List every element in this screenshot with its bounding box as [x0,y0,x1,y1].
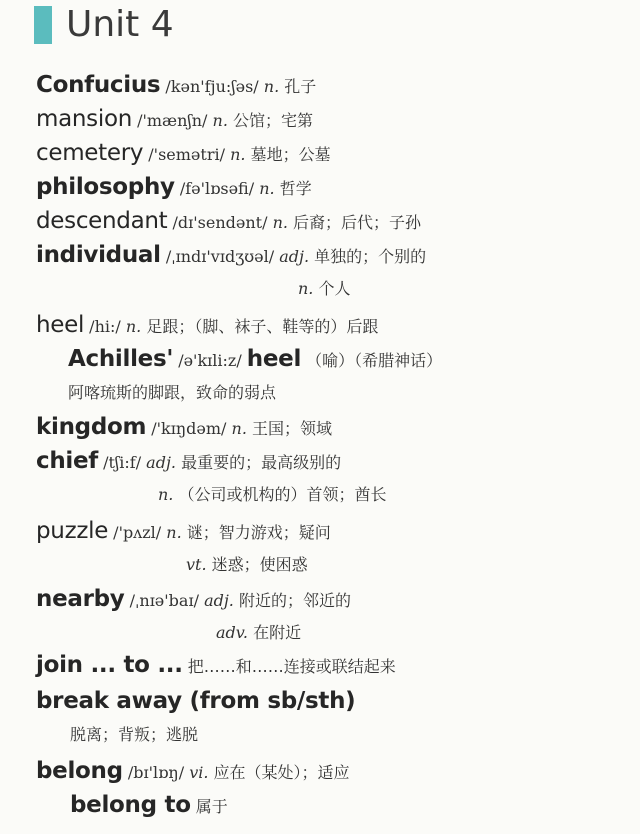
meaning: 附近的；邻近的 [238,591,351,610]
meaning: 墓地；公墓 [250,145,331,164]
phonetic: /dɪ'sendənt/ [172,213,268,232]
phonetic: /'kɪŋdəm/ [151,419,227,438]
vocab-entry-puzzle [36,514,331,582]
meaning-2: 个人 [318,279,351,298]
phonetic: /fə'lɒsəfi/ [179,179,255,198]
unit-title: Unit 4 [66,4,174,45]
headword: individual [36,242,161,268]
vocab-entry-join-to [36,648,396,682]
meaning: 孔子 [284,77,317,96]
vocab-entry-break-away [36,684,355,752]
headword: join ... to ... [36,652,183,678]
headword: kingdom [36,414,147,440]
part-of-speech: n. [212,111,228,130]
vocab-entry-descendant [36,204,421,238]
phonetic: /tʃi:f/ [103,453,142,472]
phrase-headword-2: heel [246,346,302,372]
part-of-speech-2: adv. [216,623,249,642]
meaning: 哲学 [279,179,312,198]
phonetic: /bɪ'lɒŋ/ [127,763,185,782]
part-of-speech: n. [166,523,182,542]
headword: descendant [36,208,168,234]
meaning: 足跟；（脚、袜子、鞋等的）后跟 [146,317,379,336]
part-of-speech: adj. [204,591,234,610]
part-of-speech-2: n. [158,485,174,504]
part-of-speech: adj. [146,453,176,472]
phrase-meaning: 阿喀琉斯的脚跟，致命的弱点 [68,383,277,402]
part-of-speech-2: n. [298,279,314,298]
phonetic: /kən'fju:ʃəs/ [165,77,259,96]
meaning: 王国；领域 [252,419,333,438]
vocab-entry-chief [36,444,387,512]
meaning: 最重要的；最高级别的 [181,453,342,472]
headword: mansion [36,106,132,132]
headword: Confucius [36,72,161,98]
headword: heel [36,312,85,338]
meaning-2: 在附近 [253,623,302,642]
phrase-note: （喻）（希腊神话） [306,351,443,370]
headword: cemetery [36,140,144,166]
meaning: 应在（某处）；适应 [213,763,350,782]
unit-color-bar [34,6,52,44]
vocab-entry-philosophy [36,170,312,204]
phonetic: /ˌnɪə'baɪ/ [129,591,199,610]
meaning: 谜；智力游戏；疑问 [186,523,331,542]
phonetic: /'mænʃn/ [137,111,208,130]
part-of-speech-2: vt. [186,555,207,574]
vocab-entry-mansion [36,102,313,136]
phrase-headword: belong to [70,792,191,818]
part-of-speech: adj. [279,247,310,266]
meaning: 后裔；后代；子孙 [293,213,422,232]
vocab-entry-confucius [36,68,316,102]
vocab-entry-nearby [36,582,351,650]
headword: philosophy [36,174,175,200]
meaning: 把……和……连接或联结起来 [187,657,396,676]
vocab-entry-cemetery [36,136,331,170]
headword: chief [36,448,98,474]
phonetic: /'pʌzl/ [113,523,162,542]
meaning-2: （公司或机构的）首领；酋长 [178,485,387,504]
headword: nearby [36,586,125,612]
part-of-speech: n. [263,77,280,96]
meaning: 单独的；个别的 [314,247,427,266]
phrase-phonetic: /ə'kɪli:z/ [178,351,242,370]
part-of-speech: n. [231,419,247,438]
phonetic: /'semətri/ [148,145,225,164]
meaning: 公馆；宅第 [233,111,314,130]
headword: break away (from sb/sth) [36,688,356,714]
meaning-2: 迷惑；使困惑 [211,555,308,574]
vocab-entry-heel [36,308,442,410]
part-of-speech: n. [230,145,246,164]
phonetic: /hi:/ [89,317,121,336]
part-of-speech: n. [272,213,288,232]
headword: puzzle [36,518,109,544]
phrase-meaning: 属于 [195,797,228,816]
meaning: 脱离；背叛；逃脱 [70,725,199,744]
headword: belong [36,758,123,784]
phonetic: /ˌɪndɪ'vɪdʒʊəl/ [165,247,275,266]
vocab-entry-individual [36,238,426,306]
part-of-speech: n. [259,179,275,198]
vocab-entry-belong [36,754,350,822]
part-of-speech: n. [125,317,142,336]
part-of-speech: vi. [189,763,209,782]
phrase-headword: Achilles' [68,346,174,372]
vocab-entry-kingdom [36,410,332,444]
